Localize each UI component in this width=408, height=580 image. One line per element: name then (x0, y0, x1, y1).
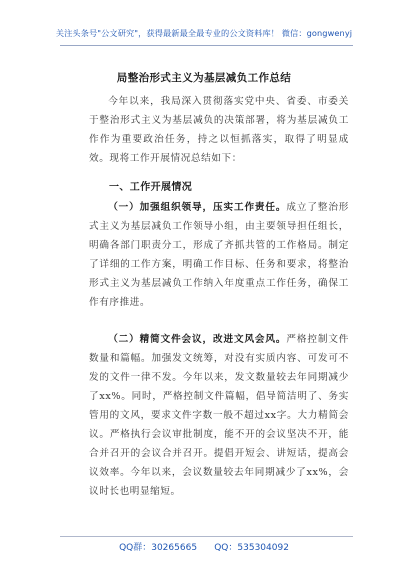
paragraph-body: 成立了整治形式主义为基层减负工作领导小组，由主要领导担任组长，明确各部门职责分工，形成了齐抓共管的工作格局。制定了详细的工作方案，明确工作目标、任务和要求，将整治形式主义为基层减负工作纳入年度重点工作任务，确保工作有序推进。 (89, 202, 349, 308)
paragraph-lead: （一）加强组织领导，压实工作责任。 (108, 202, 287, 213)
qq-group-number: 30265665 (151, 543, 198, 553)
qq-label: QQ： (214, 543, 238, 553)
qq-group-label: QQ群： (119, 543, 152, 553)
paragraph-organization (89, 198, 349, 312)
intro-paragraph: 今年以来，我局深入贯彻落实党中央、省委、市委关于整治形式主义为基层减负的决策部署，将为基层减负工作作为重要政治任务，持之以恒抓落实，取得了明显成效。现将工作开展情况总结如下： (89, 96, 349, 164)
document-title: 局整治形式主义为基层减负工作总结 (116, 72, 292, 84)
section-heading: 一、工作开展情况 (109, 182, 193, 193)
header-banner: 关注头条号"公文研究"，获得最新最全最专业的公文资料库！ 微信：gongwenyj (55, 28, 353, 38)
header-divider (60, 45, 353, 46)
paragraph-body: 严格控制文件数量和篇幅。加强发文统筹，对没有实质内容、可发可不发的文件一律不发。今年以来，发文数量较去年同期减少了xx%。同时，严格控制文件篇幅，倡导简洁明了、务实管用的文风，要求文件字数一般不超过xx字。大力精简会议。严格执行会议审批制度，能不开的会议坚决不开，能合并召开的会议合并召开。提倡开短会、讲短话，提高会议效率。今年以来，会议数量较去年同期减少了xx%，会议时长也明显缩短。 (89, 334, 349, 497)
paragraph-documents-meetings (89, 330, 349, 501)
footer-contacts (0, 540, 408, 553)
footer-divider (60, 536, 353, 537)
qq-number: 535304092 (237, 543, 289, 553)
paragraph-lead: （二）精简文件会议，改进文风会风。 (108, 334, 287, 345)
